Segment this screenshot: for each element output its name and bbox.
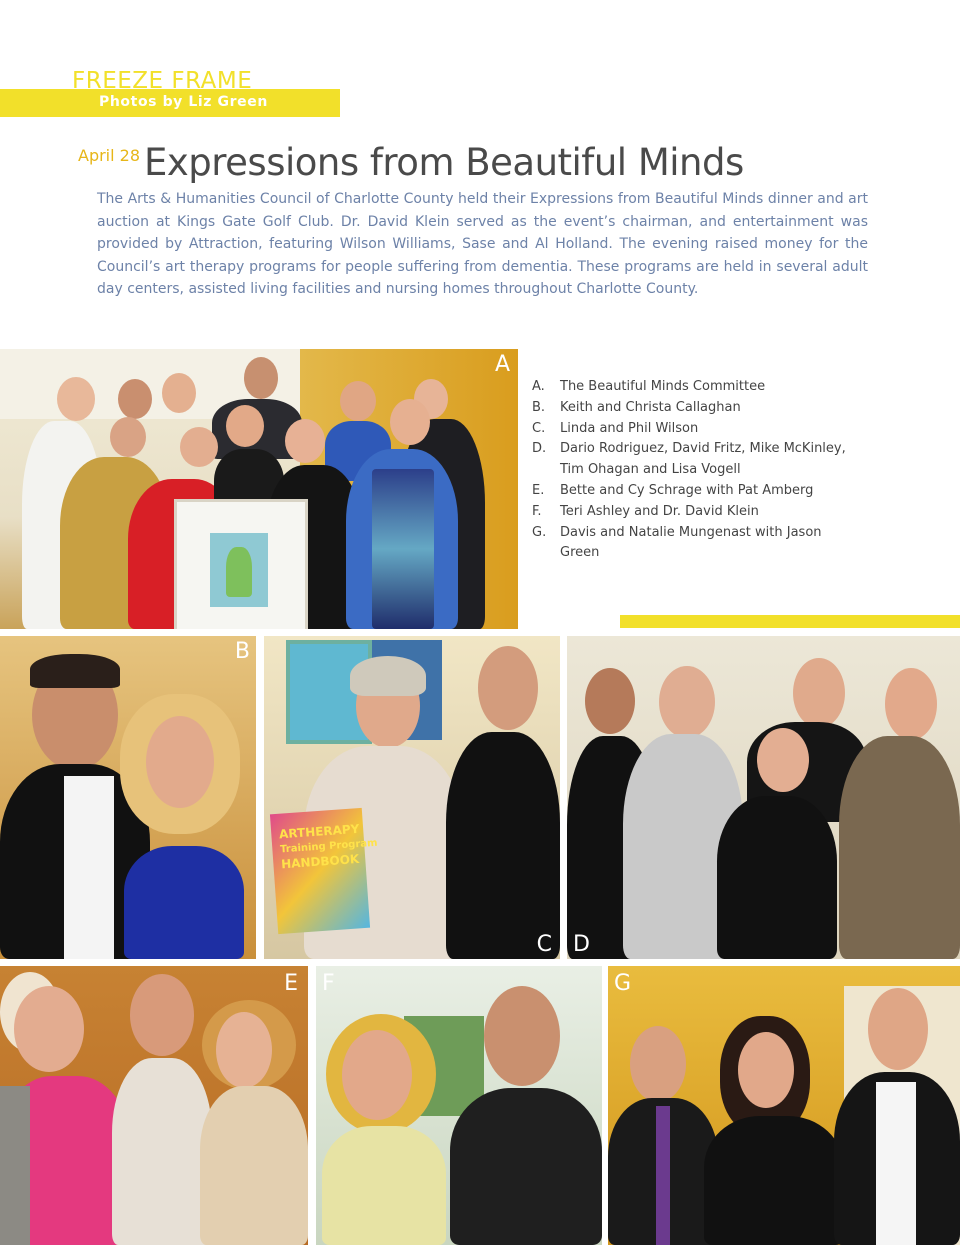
caption-item: B. Keith and Christa Callaghan [532,399,741,415]
event-date: April 28 [78,146,141,165]
photo-label-g: G [614,971,632,996]
photo-b [0,636,256,959]
caption-item: D. Dario Rodriguez, David Fritz, Mike McKinley, Tim Ohagan and Lisa Vogell [532,441,846,478]
book-title: ARTHERAPY Training Program HANDBOOK [278,821,378,872]
caption-item: G. Davis and Natalie Mungenast with Jason Green [532,524,822,561]
photo-credit: Photos by Liz Green [99,94,268,110]
photo-f [316,966,602,1245]
photo-g [608,966,960,1245]
accent-bar [620,615,960,628]
photo-a [0,349,518,629]
caption-item: C. Linda and Phil Wilson [532,420,699,436]
photo-d [567,636,960,959]
caption-item: F. Teri Ashley and Dr. David Klein [532,503,759,519]
section-title: FREEZE FRAME [72,68,253,94]
article-intro: The Arts & Humanities Council of Charlotte County held their Expressions from Beautiful Minds dinner and art auction at Kings Gate Golf Club. Dr. David Klein served as the event’s chairman, and entertainment was provided by Attraction, featuring Wilson Williams, Sase and Al Holland. The evening raised money for the Council’s art therapy programs for people suffering from dementia. These programs are held in several adult day centers, assisted living facilities and nursing homes throughout Charlotte County. [97,191,868,297]
photo-label-e: E [284,971,298,996]
photo-label-c: C [536,932,552,957]
caption-item: E. Bette and Cy Schrage with Pat Amberg [532,482,814,498]
caption-list [532,377,862,564]
photo-label-d: D [573,932,590,957]
article-title: Expressions from Beautiful Minds [144,141,744,184]
caption-item: A. The Beautiful Minds Committee [532,379,766,394]
photo-label-b: B [234,639,250,664]
photo-c [264,636,560,959]
photo-label-a: A [494,352,510,377]
photo-e [0,966,308,1245]
photo-label-f: F [322,971,335,996]
